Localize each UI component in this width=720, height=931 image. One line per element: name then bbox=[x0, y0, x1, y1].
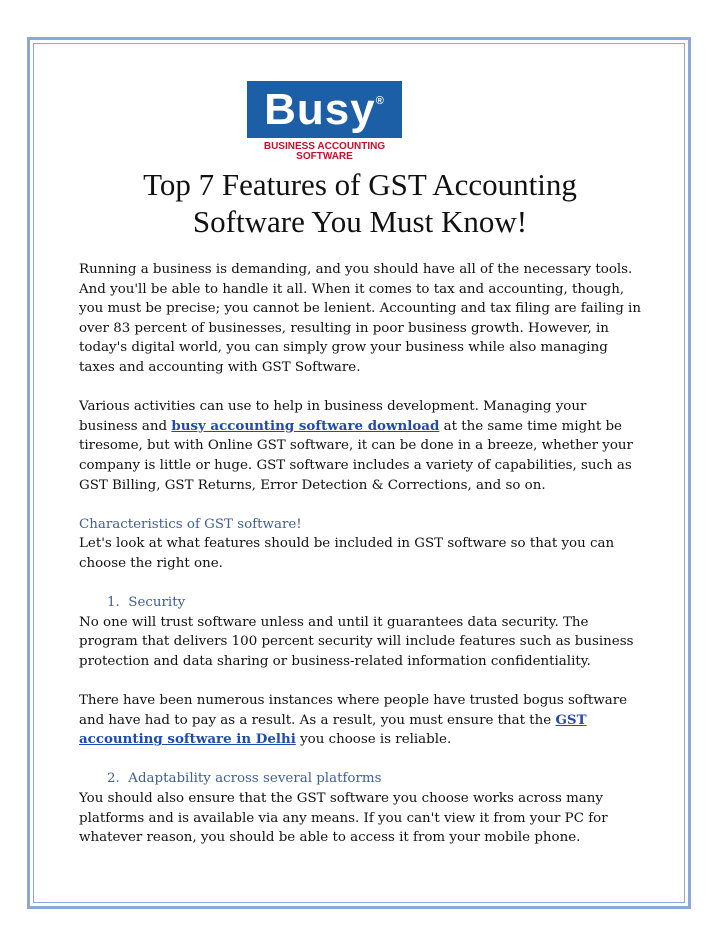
adaptability-paragraph: You should also ensure that the GST software you choose works across many platforms and is available via any means. If you can't view it from your PC for whatever reason, you should be able to access it from your mobile phone. bbox=[79, 791, 608, 846]
bogus-text-before: There have been numerous instances where people have trusted bogus software and have had to pay as a result. As a result, you must ensure that the bbox=[79, 693, 628, 728]
development-text-before: Various activities can use to help in business development. Managing your business and bbox=[79, 399, 587, 434]
document-body bbox=[79, 260, 644, 848]
section-title: Security bbox=[128, 595, 186, 611]
section-heading-security bbox=[79, 593, 644, 613]
characteristics-paragraph: Let's look at what features should be included in GST software so that you can choose the right one. bbox=[79, 536, 615, 571]
section-title: Adaptability across several platforms bbox=[128, 771, 382, 787]
characteristics-heading: Characteristics of GST software! bbox=[79, 516, 302, 532]
busy-logo bbox=[247, 81, 402, 161]
logo-tagline-line2: SOFTWARE bbox=[296, 151, 353, 162]
page-title bbox=[79, 166, 641, 240]
logo-tagline-line1: BUSINESS ACCOUNTING bbox=[263, 141, 386, 152]
intro-paragraph: Running a business is demanding, and you should have all of the necessary tools. And you'll be able to handle it all. When it comes to tax and accounting, though, you must be precise; you cannot be lenient. Accounting and tax filing are failing in over 83 percent of businesses, resulting in poor business growth. However, in today's digital world, you can simply grow your business while also managing taxes and accounting with GST Software. bbox=[79, 262, 641, 375]
logo-brand-text: Busy bbox=[264, 85, 376, 134]
section-number: 1. bbox=[107, 595, 120, 611]
section-number: 2. bbox=[107, 771, 120, 787]
title-line-1: Top 7 Features of GST Accounting bbox=[143, 167, 577, 202]
busy-download-link[interactable]: busy accounting software download bbox=[171, 417, 440, 434]
development-paragraph bbox=[79, 397, 644, 495]
development-text-after: at the same time might be tiresome, but with Online GST software, it can be done in a breeze, whether your company is little or huge. GST software includes a variety of capabilities, such as GST Billing, GST Returns, Error Detection & Corrections, and so on. bbox=[79, 418, 633, 493]
section-heading-adaptability bbox=[79, 769, 644, 789]
title-line-2: Software You Must Know! bbox=[192, 204, 528, 239]
bogus-software-paragraph bbox=[79, 691, 644, 750]
registered-mark: ® bbox=[375, 95, 385, 107]
gst-software-delhi-link[interactable]: GST accounting software in Delhi bbox=[79, 711, 587, 748]
bogus-text-after: you choose is reliable. bbox=[295, 732, 452, 748]
security-paragraph: No one will trust software unless and until it guarantees data security. The program that delivers 100 percent security will include features such as business protection and data sharing or business-related information confidentiality. bbox=[79, 614, 634, 669]
logo-brand-box bbox=[247, 81, 402, 138]
